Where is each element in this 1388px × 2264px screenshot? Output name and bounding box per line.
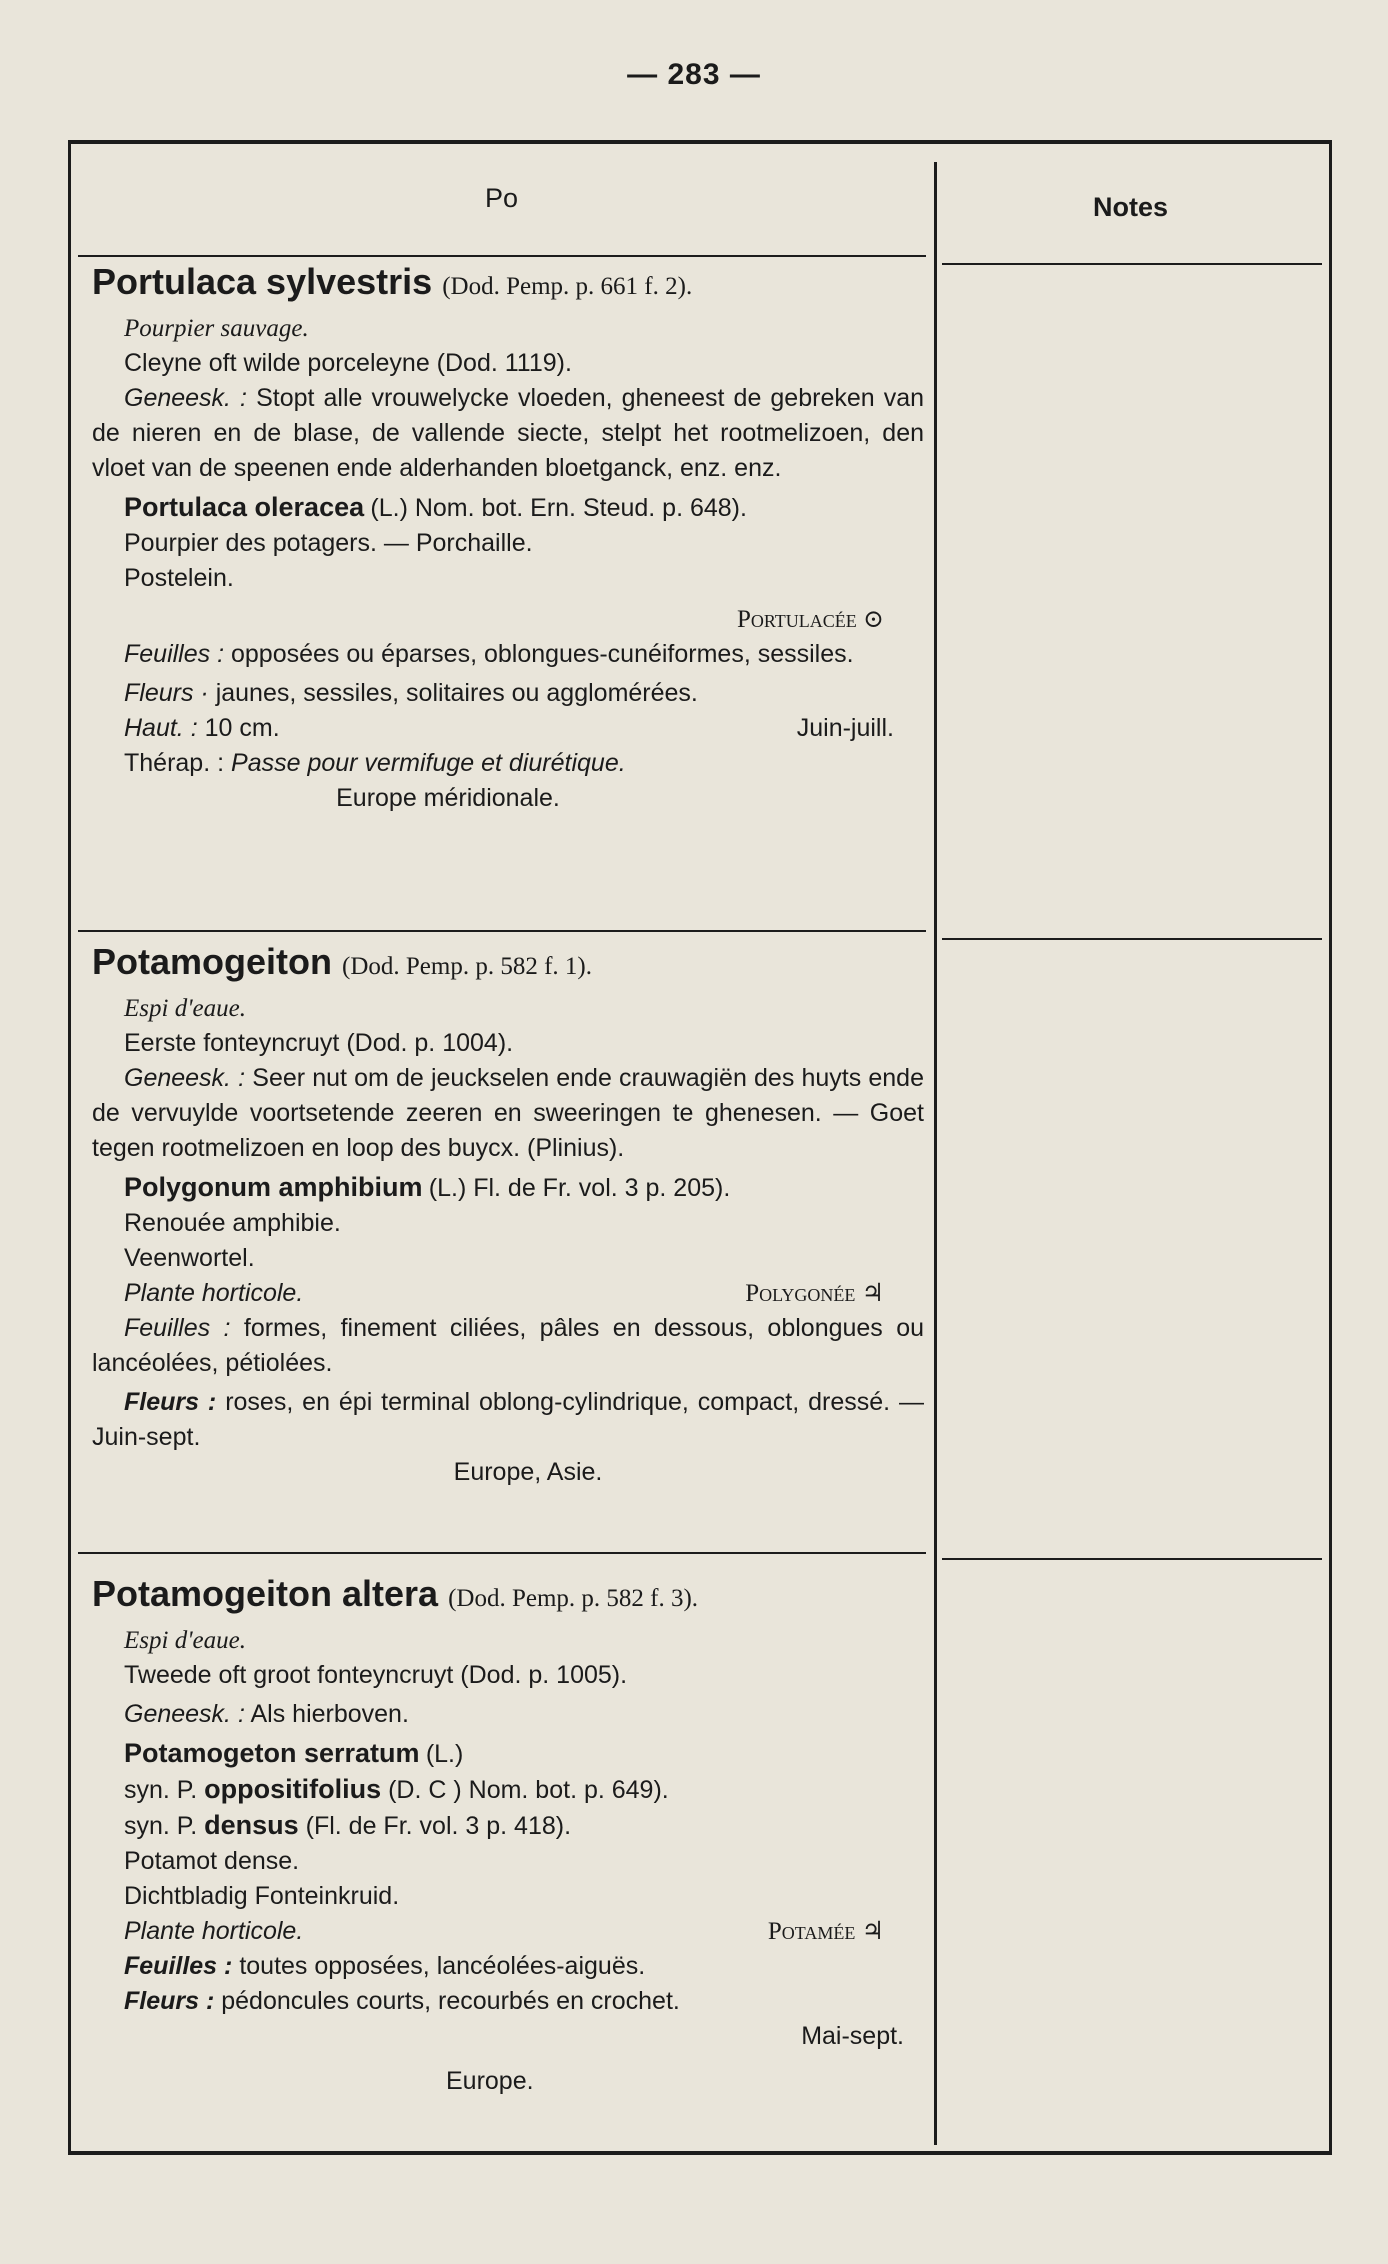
french-name: Espi d'eaue. — [124, 995, 246, 1022]
region: Europe, Asie. — [453, 1458, 603, 1486]
feuilles-text: formes, finement ciliées, pâles en dessous, oblongues ou lancéolées, pétiolées. — [92, 1314, 924, 1377]
entry-potamogeiton — [92, 938, 924, 1490]
therap-label: Thérap. : — [124, 749, 225, 777]
feuilles-text: opposées ou éparses, oblongues-cunéiformes, sessiles. — [231, 640, 854, 668]
family-name: Potamée ♃ — [767, 1918, 884, 1945]
french-name: Espi d'eaue. — [124, 1627, 246, 1654]
flemish-name: Eerste fonteyncruyt (Dod. p. 1004). — [124, 1029, 514, 1057]
synonym-name: densus — [204, 1810, 299, 1840]
column-header-po: Po — [485, 183, 519, 213]
entry-rule-2-left — [78, 1552, 926, 1554]
page-number: — 283 — — [627, 58, 761, 91]
feuilles-label: Feuilles : — [124, 1314, 231, 1342]
geneesk-paragraph — [92, 1697, 924, 1732]
fleurs-text: roses, en épi terminal oblong-cylindrique, compact, dressé. — Juin-sept. — [92, 1388, 925, 1451]
synonym-ref: (D. C ) Nom. bot. p. 649). — [388, 1776, 669, 1804]
modern-name: Polygonum amphibium — [124, 1172, 423, 1202]
entry-heading: Potamogeiton altera — [92, 1573, 439, 1614]
entry-potamogeiton-altera — [92, 1570, 924, 2099]
feuilles-label: Feuilles : — [124, 640, 225, 668]
modern-name: Portulaca oleracea — [124, 492, 365, 522]
modern-ref: (L.) — [425, 1740, 464, 1768]
entry-heading-ref: (Dod. Pemp. p. 661 f. 2). — [442, 273, 693, 300]
plante-note: Plante horticole. — [124, 1279, 304, 1307]
entry-rule-1-left — [78, 930, 926, 932]
nl-common-name: Postelein. — [124, 564, 234, 592]
haut-value: 10 cm. — [204, 714, 280, 742]
fleurs-label: Fleurs · — [124, 679, 209, 707]
modern-ref: (L.) Nom. bot. Ern. Steud. p. 648). — [370, 494, 747, 522]
fr-common-name: Potamot dense. — [124, 1847, 300, 1875]
flemish-name: Cleyne oft wilde porceleyne (Dod. 1119). — [124, 349, 572, 377]
entry-heading: Portulaca sylvestris — [92, 261, 433, 302]
geneesk-paragraph — [92, 381, 924, 486]
geneesk-text: Als hierboven. — [250, 1700, 409, 1728]
fr-common-name: Pourpier des potagers. — Porchaille. — [124, 529, 533, 557]
geneesk-paragraph — [92, 1061, 924, 1166]
modern-name: Potamogeton serratum — [124, 1738, 420, 1768]
fleurs-label: Fleurs : — [124, 1987, 215, 2015]
french-name: Pourpier sauvage. — [124, 315, 309, 342]
modern-ref: (L.) Fl. de Fr. vol. 3 p. 205). — [428, 1174, 731, 1202]
entry-heading-ref: (Dod. Pemp. p. 582 f. 1). — [342, 953, 592, 980]
feuilles-text: toutes opposées, lancéolées-aiguës. — [239, 1952, 646, 1980]
entry-heading: Potamogeiton — [92, 941, 332, 982]
haut-label: Haut. : — [124, 714, 198, 742]
region: Europe. — [446, 2067, 534, 2095]
geneesk-text: Stopt alle vrouwelycke vloeden, gheneest de gebreken van de nieren en de blase, de vallende siecte, stelpt het rootmelizoen, den vloet van de speenen ende alderhanden bloetganck, enz. enz. — [92, 384, 925, 482]
nl-common-name: Dichtbladig Fonteinkruid. — [124, 1882, 400, 1910]
feuilles-label: Feuilles : — [124, 1952, 233, 1980]
column-header-notes: Notes — [1093, 192, 1169, 222]
entry-portulaca-sylvestris — [92, 258, 924, 816]
header-rule-left — [78, 255, 926, 257]
geneesk-label: Geneesk. : — [124, 384, 248, 412]
family-name: Polygonée ♃ — [745, 1280, 884, 1307]
fr-common-name: Renouée amphibie. — [124, 1209, 341, 1237]
entry-rule-1-right — [942, 938, 1322, 940]
flemish-name: Tweede oft groot fonteyncruyt (Dod. p. 1005). — [124, 1661, 628, 1689]
fleurs-text: pédoncules courts, recourbés en crochet. — [221, 1987, 680, 2015]
flowering-period: Juin-juill. — [796, 714, 894, 742]
nl-common-name: Veenwortel. — [124, 1244, 255, 1272]
entry-rule-2-right — [942, 1558, 1322, 1560]
region: Europe méridionale. — [336, 784, 560, 812]
synonym-name: oppositifolius — [204, 1774, 382, 1804]
flowering-period: Mai-sept. — [801, 2022, 904, 2050]
synonym-ref: (Fl. de Fr. vol. 3 p. 418). — [305, 1812, 572, 1840]
synonym-prefix: syn. P. — [124, 1776, 198, 1804]
fleurs-label: Fleurs : — [124, 1388, 217, 1416]
geneesk-text: Seer nut om de jeuckselen ende crauwagiën des huyts ende de vervuylde voortsetende zeeren en sweeringen te ghenesen. — Goet tegen rootmelizoen en loop des buycx. (Plinius). — [92, 1064, 924, 1162]
geneesk-label: Geneesk. : — [124, 1064, 246, 1092]
synonym-prefix: syn. P. — [124, 1812, 198, 1840]
entry-heading-ref: (Dod. Pemp. p. 582 f. 3). — [448, 1585, 699, 1612]
column-divider — [934, 162, 937, 2145]
plante-note: Plante horticole. — [124, 1917, 304, 1945]
therap-text: Passe pour vermifuge et diurétique. — [231, 749, 626, 777]
geneesk-label: Geneesk. : — [124, 1700, 245, 1728]
family-name: Portulacée ⊙ — [736, 606, 884, 633]
notes-column — [942, 265, 1322, 2135]
fleurs-text: jaunes, sessiles, solitaires ou agglomérées. — [215, 679, 698, 707]
